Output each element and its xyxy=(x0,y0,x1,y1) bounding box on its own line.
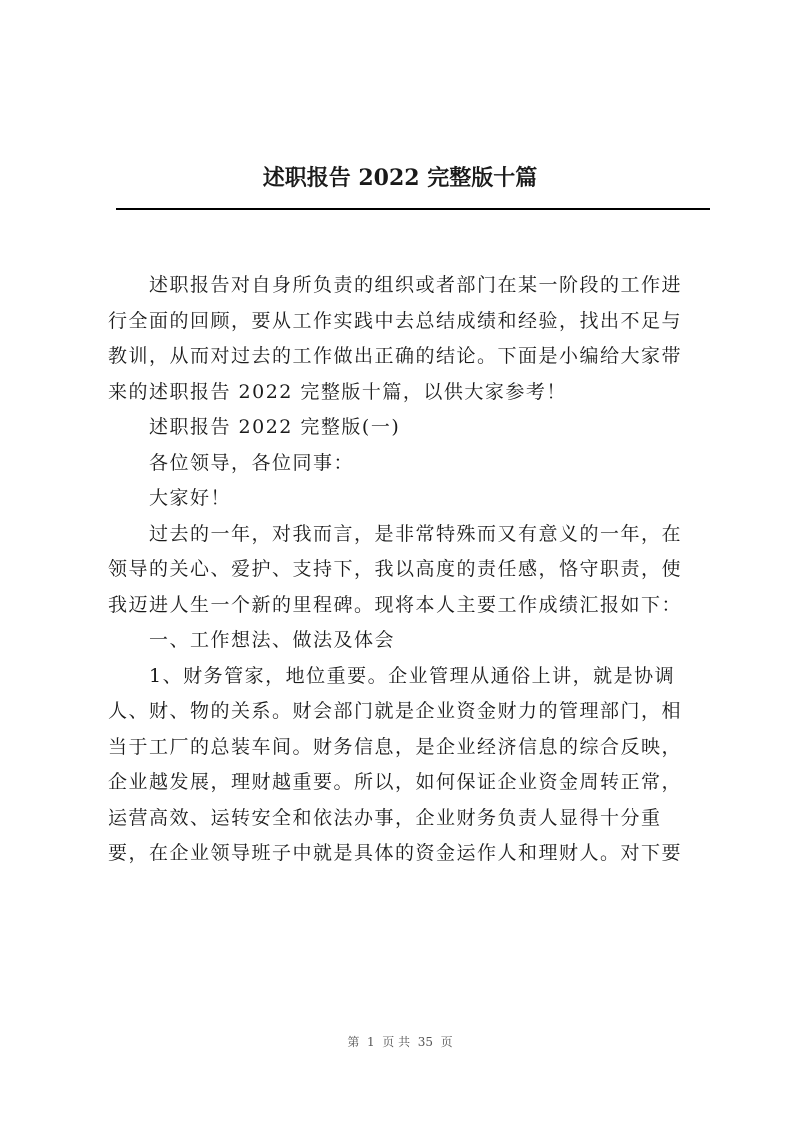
page-footer: 第 1 页 共 35 页 xyxy=(347,1035,453,1049)
body-paragraph: 过去的一年，对我而言，是非常特殊而又有意义的一年，在 领导的关心、爱护、支持下，我以高度的责任感，恪守职责，使 我迈进人生一个新的里程碑。现将本人主要工作成绩汇报如下： xyxy=(108,522,683,616)
section-heading: 述职报告 2022 完整版(一) xyxy=(149,416,401,438)
document-title: 述职报告 2022 完整版十篇 xyxy=(262,165,538,191)
salutation: 各位领导，各位同事： xyxy=(149,451,355,474)
greeting: 大家好！ xyxy=(149,487,232,509)
subsection-heading: 一、工作想法、做法及体会 xyxy=(149,629,396,651)
title-divider xyxy=(116,208,710,210)
body-paragraph: 1、财务管家，地位重要。企业管理从通俗上讲，就是协调 人、财、物的关系。财会部门就是企业资金财力的管理部门，相 当于工厂的总装车间。财务信息，是企业经济信息的综合反映， 企业越发展，理财越重要。所以，如何保证企业资金周转正常， 运营高效、运转安全和依法办事，企业财务负责人显得十分重 要，在企业领导班子中就是具体的资金运作人和理财人。对下要 xyxy=(108,664,683,864)
document-body xyxy=(108,268,714,872)
intro-paragraph: 述职报告对自身所负责的组织或者部门在某一阶段的工作进 行全面的回顾，要从工作实践中去总结成绩和经验，找出不足与 教训，从而对过去的工作做出正确的结论。下面是小编给大家带 来的述职报告 2022 完整版十篇，以供大家参考！ xyxy=(108,274,683,403)
